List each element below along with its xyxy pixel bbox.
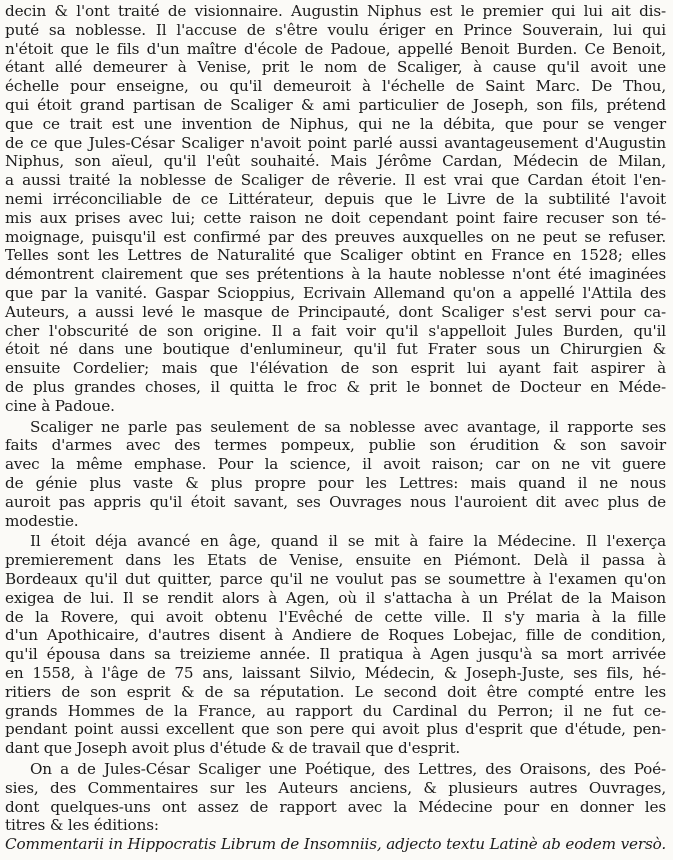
text-line: a aussi traité la noblesse de Scaliger de rêverie. Il est vrai que Cardan étoit l'en- xyxy=(5,171,666,190)
text-line: que par la vanité. Gaspar Scioppius, Ecrivain Allemand qu'on a appellé l'Attila des xyxy=(5,284,666,302)
text-line: pendant point aussi excellent que son pere qui avoit plus d'esprit que d'étude, pen- xyxy=(5,720,666,739)
text-line: dant que Joseph avoit plus d'étude & de travail que d'esprit. xyxy=(5,739,461,758)
text-line: nemi irréconciliable de ce Littérateur, depuis que le Livre de la subtilité l'avoit xyxy=(5,190,666,208)
text-line: auroit pas appris qu'il étoit savant, ses Ouvrages nous l'auroient dit avec plus de xyxy=(5,492,666,511)
text-line: démontrent clairement que ses prétentions à la haute noblesse n'ont été imaginées xyxy=(5,265,666,284)
text-line: Scaliger ne parle pas seulement de sa noblesse avec avantage, il rapporte ses xyxy=(30,417,666,436)
text-line: faits d'armes avec des termes pompeux, publie son érudition & son savoir xyxy=(5,436,666,455)
text-line: Auteurs, a aussi levé le masque de Principauté, dont Scaliger s'est servi pour ca- xyxy=(5,302,666,321)
text-line: decin & l'ont traité de visionnaire. Augustin Niphus est le premier qui lui ait dis- xyxy=(5,2,666,20)
text-line: modestie. xyxy=(5,511,79,530)
text-line: titres & les éditions: xyxy=(5,816,159,835)
text-line: Il étoit déja avancé en âge, quand il se mit à faire la Médecine. Il l'exerça xyxy=(30,532,666,551)
text-line: grands Hommes de la France, au rapport du Cardinal du Perron; il ne fut ce- xyxy=(5,701,666,720)
text-line: moignage, puisqu'il est confirmé par des preuves auxquelles on ne peut se refuser. xyxy=(5,227,666,246)
text-line: cine à Padoue. xyxy=(5,396,115,415)
text-line: mis aux prises avec lui; cette raison ne doit cependant point faire recuser son té- xyxy=(5,208,666,227)
text-line: Commentarii in Hippocratis Librum de Insomniis, adjecto textu Latinè ab eodem versò. xyxy=(5,835,666,854)
text-line: d'un Apothicaire, d'autres disent à Andiere de Roques Lobejac, fille de condition, xyxy=(5,626,666,645)
text-line: dont quelques-uns ont assez de rapport avec la Médecine pour en donner les xyxy=(5,797,666,816)
text-line: de plus grandes choses, il quitta le froc & prit le bonnet de Docteur en Méde- xyxy=(5,378,666,396)
text-line: qui étoit grand partisan de Scaliger & ami particulier de Joseph, son fils, prétend xyxy=(5,96,666,114)
text-line: Niphus, son aïeul, qu'il l'eût souhaité. Mais Jérôme Cardan, Médecin de Milan, xyxy=(5,152,666,171)
text-line: On a de Jules-César Scaliger une Poétique, des Lettres, des Oraisons, des Poé- xyxy=(30,760,666,778)
text-line: en 1558, à l'âge de 75 ans, laissant Silvio, Médecin, & Joseph-Juste, ses fils, hé- xyxy=(5,664,666,682)
text-line: Telles sont les Lettres de Naturalité que Scaliger obtint en France en 1528; elles xyxy=(5,246,666,265)
text-line: que ce trait est une invention de Niphus, qui ne la débita, que pour se venger xyxy=(5,114,666,133)
text-line: exigea de lui. Il se rendit alors à Agen, où il s'attacha à un Prélat de la Maison xyxy=(5,588,666,607)
text-line: sies, des Commentaires sur les Auteurs anciens, & plusieurs autres Ouvrages, xyxy=(5,778,666,797)
text-line: n'étoit que le fils d'un maître d'école de Padoue, appellé Benoit Burden. Ce Benoit, xyxy=(5,39,666,58)
text-line: puté sa noblesse. Il l'accuse de s'être voulu ériger en Prince Souverain, lui qui xyxy=(5,20,666,39)
text-line: étoit né dans une boutique d'enlumineur, qu'il fut Frater sous un Chirurgien & xyxy=(5,340,666,359)
text-line: Bordeaux qu'il dut quitter, parce qu'il ne voulut pas se soumettre à l'examen qu'on xyxy=(5,570,666,588)
text-line: échelle pour enseigne, ou qu'il demeuroit à l'échelle de Saint Marc. De Thou, xyxy=(5,77,666,96)
text-line: de génie plus vaste & plus propre pour les Lettres: mais quand il ne nous xyxy=(5,474,666,492)
text-line: de ce que Jules-César Scaliger n'avoit point parlé aussi avantageusement d'Augustin xyxy=(5,133,666,152)
text-line: ritiers de son esprit & de sa réputation. Le second doit être compté entre les xyxy=(5,682,666,701)
text-line: avec la même emphase. Pour la science, il avoit raison; car on ne vit guere xyxy=(5,455,666,474)
text-line: ensuite Cordelier; mais que l'élévation de son esprit lui ayant fait aspirer à xyxy=(5,359,666,378)
text-line: de la Rovere, qui avoit obtenu l'Evêché de cette ville. Il s'y maria à la fille xyxy=(5,607,666,626)
text-line: étant allé demeurer à Venise, prit le nom de Scaliger, à cause qu'il avoit une xyxy=(5,58,666,77)
text-line: qu'il épousa dans sa treizieme année. Il pratiqua à Agen jusqu'à sa mort arrivée xyxy=(5,645,666,664)
text-line: premierement dans les Etats de Venise, ensuite en Piémont. Delà il passa à xyxy=(5,551,666,570)
text-line: cher l'obscurité de son origine. Il a fait voir qu'il s'appelloit Jules Burden, qu'il xyxy=(5,321,666,340)
